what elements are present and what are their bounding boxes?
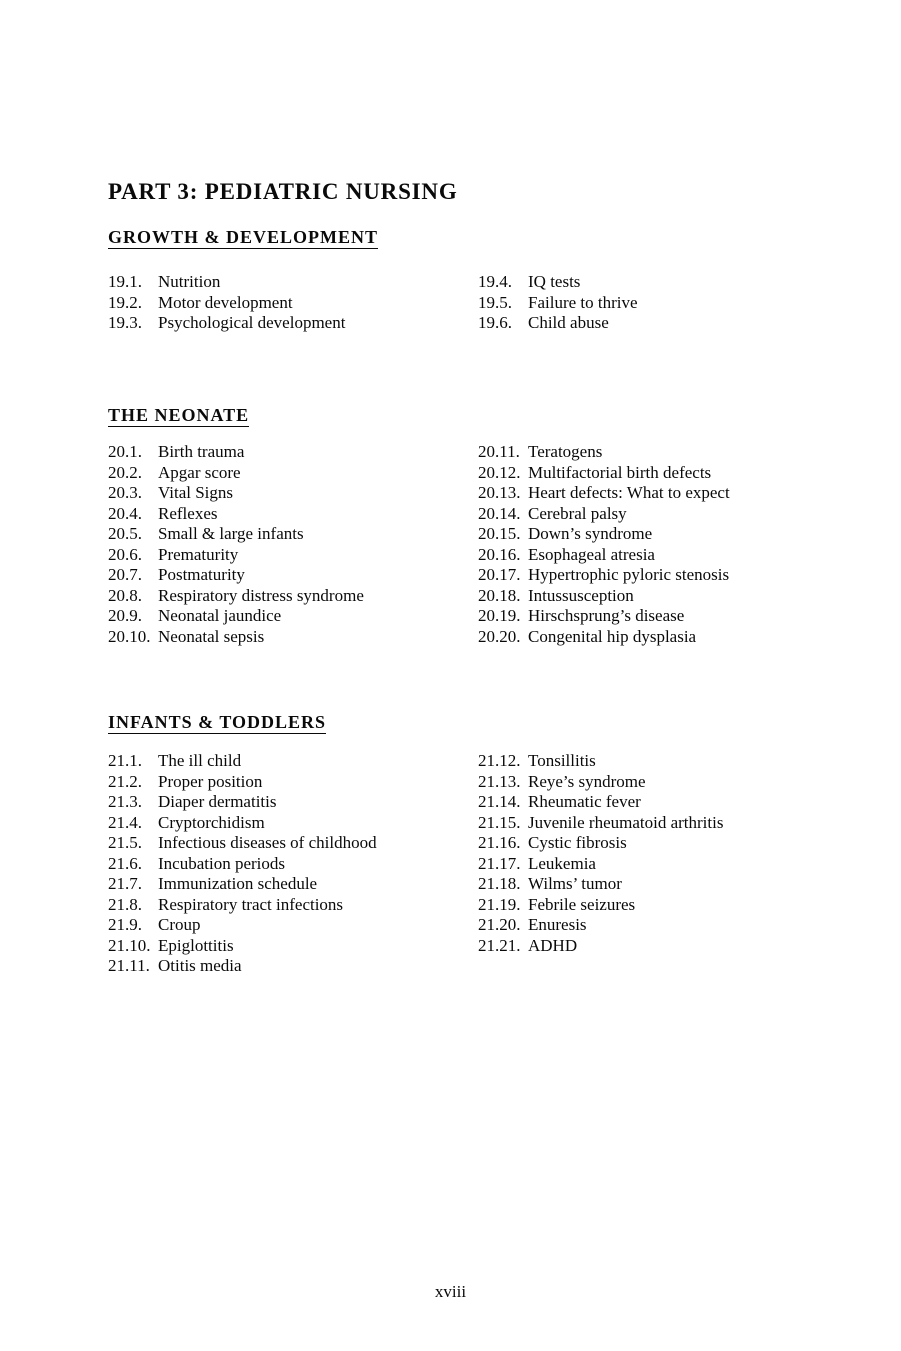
toc-item-number: 20.17. [478, 565, 521, 584]
toc-item-label: Esophageal atresia [528, 544, 655, 564]
toc-item [478, 627, 778, 648]
toc-item [108, 483, 478, 504]
toc-item-label: Reye’s syndrome [528, 771, 646, 791]
toc-item-number: 20.10. [108, 626, 151, 646]
toc-item-label: Prematurity [158, 544, 239, 564]
toc-item-label: Leukemia [528, 853, 596, 873]
toc-item-number: 21.13. [478, 771, 521, 791]
toc-item [478, 463, 778, 484]
toc-item-label: Nutrition [158, 272, 221, 291]
toc-item [478, 313, 778, 334]
toc-item [108, 936, 478, 957]
toc-item-label: Small & large infants [158, 524, 304, 543]
toc-item-number: 20.4. [108, 503, 142, 523]
toc-item [108, 504, 478, 525]
toc-item [478, 874, 778, 895]
toc-item-number: 21.12. [478, 751, 521, 770]
toc-item [478, 813, 778, 834]
toc-item-label: Neonatal sepsis [158, 626, 265, 646]
toc-item-number: 20.19. [478, 606, 521, 625]
toc-item [108, 545, 478, 566]
section-the-neonate [108, 405, 788, 647]
toc-columns [108, 442, 788, 647]
toc-item-label: Hypertrophic pyloric stenosis [528, 565, 730, 584]
toc-item [108, 751, 478, 772]
section-heading [108, 405, 788, 427]
toc-item-number: 20.11. [478, 442, 520, 461]
toc-item-label: Diaper dermatitis [158, 792, 277, 811]
toc-item-number: 21.6. [108, 853, 142, 873]
toc-item-label: Reflexes [158, 503, 218, 523]
toc-item [478, 936, 778, 957]
toc-item-number: 19.2. [108, 292, 142, 312]
toc-item [108, 524, 478, 545]
toc-item-label: Multifactorial birth defects [528, 462, 712, 482]
toc-column-left [108, 751, 478, 977]
section-heading-text: THE NEONATE [108, 405, 250, 425]
toc-item [108, 627, 478, 648]
toc-item-number: 20.5. [108, 524, 142, 543]
toc-item [108, 565, 478, 586]
toc-item-label: Neonatal jaundice [158, 606, 282, 625]
section-heading [108, 227, 788, 249]
toc-item-number: 20.12. [478, 462, 521, 482]
section-heading-text: GROWTH & DEVELOPMENT [108, 227, 379, 247]
toc-item [478, 272, 778, 293]
toc-item-label: Cryptorchidism [158, 812, 265, 832]
toc-item-label: Febrile seizures [528, 894, 636, 914]
toc-item-number: 20.16. [478, 544, 521, 564]
toc-item [108, 293, 478, 314]
toc-item [478, 483, 778, 504]
section-infants-toddlers [108, 712, 788, 977]
toc-item [478, 895, 778, 916]
toc-item [108, 272, 478, 293]
toc-item-number: 21.10. [108, 935, 151, 955]
toc-item-number: 20.8. [108, 585, 142, 605]
toc-item [108, 606, 478, 627]
toc-item-number: 21.11. [108, 956, 150, 975]
toc-item [108, 833, 478, 854]
toc-item [478, 565, 778, 586]
toc-item-number: 20.6. [108, 544, 142, 564]
toc-item [108, 442, 478, 463]
toc-item-label: Congenital hip dysplasia [528, 626, 697, 646]
toc-item-label: ADHD [528, 935, 578, 955]
toc-item-number: 21.4. [108, 812, 142, 832]
toc-column-right [478, 442, 778, 647]
toc-item-label: Croup [158, 915, 201, 934]
toc-item-label: Cystic fibrosis [528, 833, 627, 852]
toc-column-left [108, 442, 478, 647]
toc-item-number: 19.6. [478, 313, 512, 332]
toc-item-number: 20.18. [478, 585, 521, 605]
toc-item [478, 524, 778, 545]
toc-item-number: 21.14. [478, 792, 521, 811]
toc-item [478, 504, 778, 525]
toc-columns [108, 272, 788, 334]
toc-item [478, 915, 778, 936]
toc-item-number: 21.17. [478, 853, 521, 873]
toc-item [108, 313, 478, 334]
toc-item-label: Incubation periods [158, 853, 285, 873]
toc-item [108, 772, 478, 793]
toc-item-label: Child abuse [528, 313, 609, 332]
toc-column-right [478, 751, 778, 956]
toc-item [478, 772, 778, 793]
toc-item [108, 813, 478, 834]
toc-item [108, 854, 478, 875]
toc-item-label: Respiratory distress syndrome [158, 585, 364, 605]
toc-item-label: Infectious diseases of childhood [158, 833, 377, 852]
toc-item [108, 956, 478, 977]
toc-item-label: Enuresis [528, 915, 587, 934]
toc-item-label: Immunization schedule [158, 874, 318, 893]
toc-item-number: 20.9. [108, 606, 142, 625]
toc-item [478, 586, 778, 607]
toc-item-number: 19.4. [478, 272, 512, 291]
toc-item-number: 21.1. [108, 751, 142, 770]
toc-item-label: Respiratory tract infections [158, 894, 344, 914]
toc-item-number: 19.1. [108, 272, 142, 291]
toc-item [478, 792, 778, 813]
toc-item [108, 895, 478, 916]
section-heading [108, 712, 788, 734]
toc-item-label: Cerebral palsy [528, 503, 627, 523]
part-title: PART 3: PEDIATRIC NURSING [108, 179, 458, 204]
toc-item-number: 20.15. [478, 524, 521, 543]
toc-item [478, 854, 778, 875]
section-growth-development [108, 227, 788, 334]
toc-item-label: Otitis media [158, 956, 242, 975]
toc-columns [108, 751, 788, 977]
toc-item-number: 19.3. [108, 313, 142, 332]
toc-item [108, 874, 478, 895]
toc-item-number: 21.2. [108, 771, 142, 791]
toc-item-label: The ill child [158, 751, 242, 770]
page-number: xviii [434, 1282, 467, 1301]
toc-item-number: 20.2. [108, 462, 142, 482]
toc-column-right [478, 272, 778, 334]
toc-item-number: 20.20. [478, 626, 521, 646]
toc-item-label: Wilms’ tumor [528, 874, 622, 893]
toc-item-label: Epiglottitis [158, 935, 234, 955]
toc-item-number: 20.1. [108, 442, 142, 461]
toc-item-label: Rheumatic fever [528, 792, 641, 811]
toc-item-number: 21.3. [108, 792, 142, 811]
toc-item-number: 21.7. [108, 874, 142, 893]
toc-item [108, 586, 478, 607]
toc-item-label: Teratogens [528, 442, 603, 461]
toc-item-number: 21.18. [478, 874, 521, 893]
toc-item [478, 833, 778, 854]
toc-item-label: Apgar score [158, 462, 241, 482]
toc-item-number: 20.13. [478, 483, 521, 502]
toc-item-label: Psychological development [158, 313, 346, 332]
toc-item [108, 915, 478, 936]
toc-item-label: Intussusception [528, 585, 634, 605]
toc-item-number: 21.19. [478, 894, 521, 914]
toc-item-label: IQ tests [528, 272, 581, 291]
toc-item-label: Juvenile rheumatoid arthritis [528, 812, 724, 832]
toc-item-label: Proper position [158, 771, 263, 791]
toc-item-number: 20.3. [108, 483, 142, 502]
toc-item-label: Birth trauma [158, 442, 245, 461]
toc-item-label: Failure to thrive [528, 292, 638, 312]
toc-item-number: 21.9. [108, 915, 142, 934]
toc-item [478, 606, 778, 627]
toc-item [478, 545, 778, 566]
toc-item-label: Down’s syndrome [528, 524, 653, 543]
toc-item-label: Tonsillitis [528, 751, 596, 770]
toc-item [478, 293, 778, 314]
toc-item [478, 751, 778, 772]
toc-item-label: Hirschsprung’s disease [528, 606, 685, 625]
toc-item-label: Heart defects: What to expect [528, 483, 730, 502]
toc-item-number: 21.21. [478, 935, 521, 955]
toc-item-number: 21.20. [478, 915, 521, 934]
section-heading-text: INFANTS & TODDLERS [108, 712, 327, 732]
toc-item-label: Vital Signs [158, 483, 234, 502]
toc-item-number: 19.5. [478, 292, 512, 312]
toc-item [108, 792, 478, 813]
toc-item [108, 463, 478, 484]
toc-item-number: 20.7. [108, 565, 142, 584]
toc-item-number: 20.14. [478, 503, 521, 523]
toc-item-label: Motor development [158, 292, 293, 312]
toc-item-number: 21.5. [108, 833, 142, 852]
toc-item [478, 442, 778, 463]
toc-column-left [108, 272, 478, 334]
toc-item-number: 21.8. [108, 894, 142, 914]
toc-item-label: Postmaturity [158, 565, 245, 584]
toc-item-number: 21.16. [478, 833, 521, 852]
toc-item-number: 21.15. [478, 812, 521, 832]
